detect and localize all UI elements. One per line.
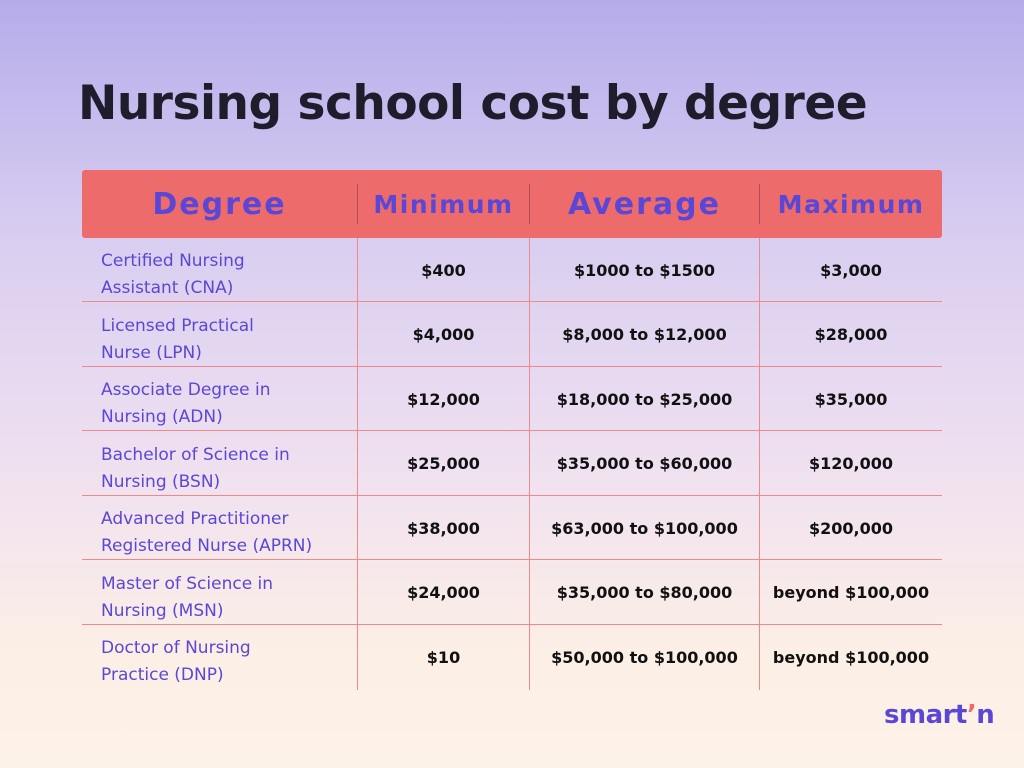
degree-line: Certified Nursing [101, 251, 245, 271]
minimum-cell: $12,000 [407, 389, 480, 409]
average-cell: $8,000 to $12,000 [562, 325, 727, 344]
degree-line: Registered Nurse (APRN) [101, 536, 313, 556]
degree-line: Nursing (ADN) [101, 407, 223, 427]
smartn-logo: smart’n [884, 700, 995, 730]
degree-line: Practice (DNP) [101, 665, 224, 685]
average-cell: $1000 to $1500 [573, 260, 716, 280]
degree-cell [101, 248, 361, 302]
header-average: Average [568, 186, 721, 222]
average-cell: $35,000 to $80,000 [556, 583, 733, 602]
table-row [82, 238, 942, 302]
table-header [82, 170, 942, 238]
average-cell: $63,000 to $100,000 [551, 518, 738, 538]
degree-line: Nursing (MSN) [101, 600, 224, 621]
degree-line: Bachelor of Science in [101, 444, 290, 465]
header-degree: Degree [152, 186, 287, 222]
degree-line: Doctor of Nursing [101, 638, 251, 658]
maximum-cell: $200,000 [808, 518, 893, 538]
minimum-cell: $4,000 [412, 325, 475, 344]
minimum-cell: $25,000 [407, 454, 480, 473]
minimum-cell: $24,000 [407, 583, 480, 602]
maximum-cell: $28,000 [814, 325, 888, 344]
table-row [82, 625, 942, 689]
minimum-cell: $10 [426, 647, 461, 667]
degree-cell [101, 313, 361, 367]
degree-line: Associate Degree in [101, 380, 271, 400]
degree-line: Master of Science in [101, 573, 274, 594]
maximum-cell: beyond $100,000 [772, 647, 930, 667]
table-row [82, 432, 942, 496]
table-body [82, 238, 942, 690]
degree-cell [101, 571, 361, 625]
degree-line: Assistant (CNA) [101, 278, 234, 298]
average-cell: $35,000 to $60,000 [556, 454, 733, 473]
maximum-cell: $35,000 [814, 389, 888, 409]
degree-line: Nurse (LPN) [101, 342, 202, 363]
maximum-cell: $120,000 [808, 454, 893, 473]
average-cell: $18,000 to $25,000 [556, 389, 733, 409]
degree-cell [101, 442, 361, 496]
degree-line: Nursing (BSN) [101, 471, 221, 492]
table-row [82, 561, 942, 625]
degree-line: Licensed Practical [101, 315, 254, 336]
table-row [82, 367, 942, 431]
degree-cell [101, 506, 361, 560]
degree-cell [101, 377, 361, 431]
minimum-cell: $38,000 [407, 518, 480, 538]
degree-cell [101, 635, 361, 689]
header-maximum: Maximum [777, 189, 925, 219]
header-minimum: Minimum [373, 189, 514, 219]
maximum-cell: $3,000 [820, 260, 882, 280]
average-cell: $50,000 to $100,000 [551, 647, 738, 667]
table-row [82, 303, 942, 367]
degree-line: Advanced Practitioner [101, 509, 289, 529]
minimum-cell: $400 [421, 260, 466, 280]
page-title: Nursing school cost by degree [78, 76, 868, 131]
maximum-cell: beyond $100,000 [772, 583, 930, 602]
table-row [82, 496, 942, 560]
